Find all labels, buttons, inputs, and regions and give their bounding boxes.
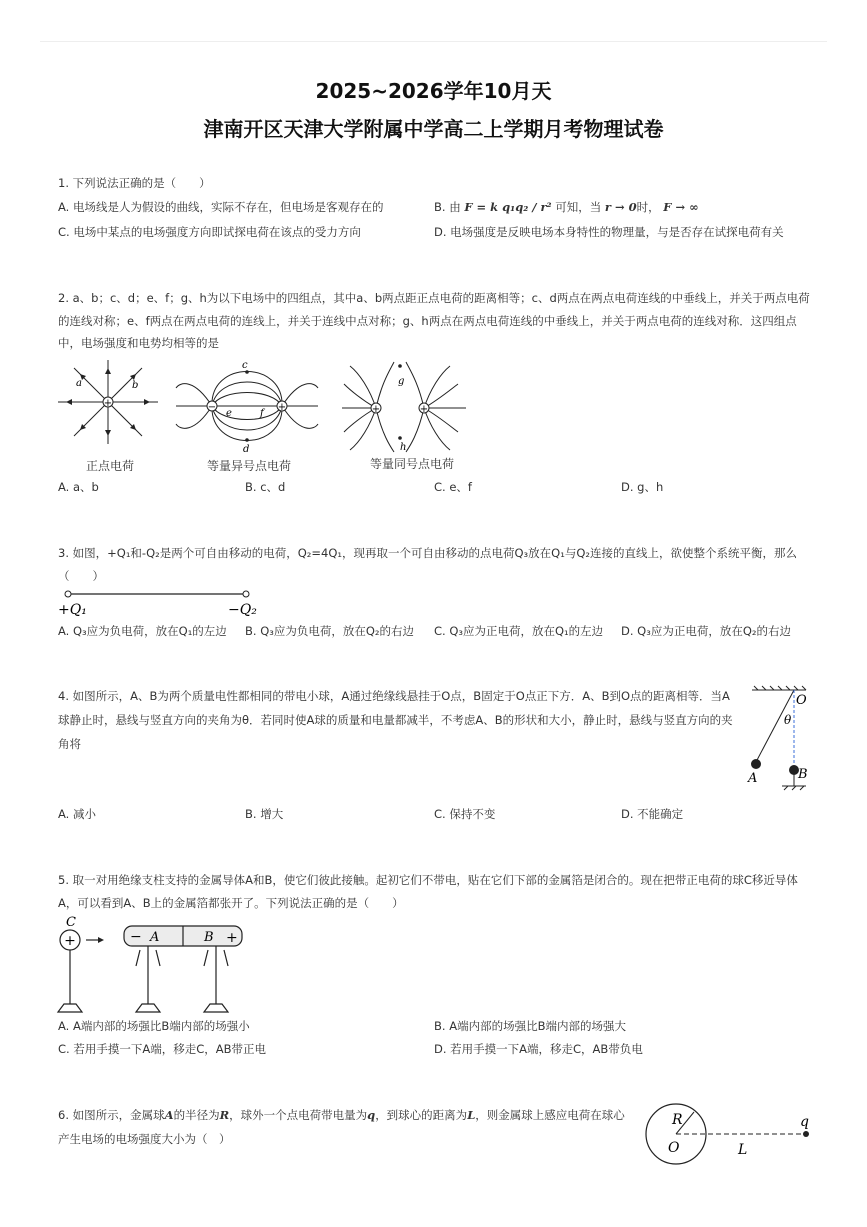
q2-point-f: f xyxy=(260,408,264,419)
q4-label-theta: θ xyxy=(784,713,792,727)
q3-option-d: D. Q₃应为正电荷，放在Q₂的右边 xyxy=(621,624,791,638)
q2-point-h: h xyxy=(400,442,407,453)
q2-option-b: B. c、d xyxy=(245,480,286,494)
q6-label-q: q xyxy=(800,1114,809,1130)
q6-label-l: L xyxy=(738,1142,748,1158)
q5-option-a: A. A端内部的场强比B端内部的场强小 xyxy=(58,1019,250,1033)
q3-option-b: B. Q₃应为负电荷，放在Q₂的右边 xyxy=(245,624,415,638)
q6-stem-line1: 6. 如图所示，金属球A的半径为R，球外一个点电荷带电量为q，到球心的距离为L，则金属球上感应电荷在球心 xyxy=(58,1108,625,1122)
q2-stem-line2: 的连线对称；e、f两点在两点电荷的连线上，并关于连线中点对称；g、h两点在两点电荷连线的中垂线上，并关于两点电荷的连线对称．这四组点 xyxy=(58,314,797,328)
q3-figure xyxy=(58,588,268,618)
q4-figure xyxy=(742,686,814,794)
q2-fig2-caption: 等量异号点电荷 xyxy=(207,459,292,473)
q2-point-c: c xyxy=(242,360,248,371)
q4-option-b: B. 增大 xyxy=(245,807,284,821)
q2-stem-line3: 中，电场强度和电势均相等的是 xyxy=(58,336,219,350)
q2-fig2-minus: − xyxy=(207,402,217,413)
q2-fig3-plus-left: + xyxy=(371,404,381,415)
q6-label-r: R xyxy=(672,1112,683,1128)
q1-formula: F = k q₁q₂ / r² xyxy=(464,200,552,214)
q2-point-d: d xyxy=(243,444,250,455)
q4-stem-line3: 角将 xyxy=(58,737,81,751)
q2-figure-like-charges xyxy=(340,360,468,452)
q3-option-a: A. Q₃应为负电荷，放在Q₁的左边 xyxy=(58,624,227,638)
q5-sphere-plus: + xyxy=(64,933,76,949)
q4-stem-line1: 4. 如图所示，A、B为两个质量电性都相同的带电小球，A通过绝缘线悬挂于O点，B固定于O点正下方．A、B到O点的距离相等．当A xyxy=(58,689,730,703)
q5-stem-line2: A，可以看到A、B上的金属箔都张开了。下列说法正确的是（ ） xyxy=(58,896,404,910)
q1-option-c: C. 电场中某点的电场强度方向即试探电荷在该点的受力方向 xyxy=(58,225,361,239)
q5-label-a: A xyxy=(150,930,160,945)
q6-stem-line2: 产生电场的电场强度大小为（ ） xyxy=(58,1132,231,1146)
q3-stem-line2: （ ） xyxy=(58,569,104,583)
q2-option-d: D. g、h xyxy=(621,480,664,494)
q5-figure xyxy=(56,914,252,1014)
q5-rod-plus: + xyxy=(226,930,238,946)
q5-label-c: C xyxy=(66,915,76,930)
q2-fig2-plus: + xyxy=(277,402,287,413)
q2-point-a: a xyxy=(76,378,82,389)
q5-label-b: B xyxy=(204,930,214,945)
q4-stem-line2: 球静止时，悬线与竖直方向的夹角为θ．若同时使A球的质量和电量都减半，不考虑A、B的形状和大小，静止时，悬线与竖直方向的夹 xyxy=(58,713,733,727)
q4-label-o: O xyxy=(796,693,807,708)
q2-point-e: e xyxy=(226,408,232,419)
q6-label-o: O xyxy=(668,1140,680,1156)
q3-label-q1: +Q₁ xyxy=(58,602,87,618)
q3-stem-line1: 3. 如图，+Q₁和-Q₂是两个可自由移动的电荷，Q₂=4Q₁，现再取一个可自由移动的点电荷Q₃放在Q₁与Q₂连接的直线上，欲使整个系统平衡，那么 xyxy=(58,546,797,560)
q2-figure-positive-charge xyxy=(56,360,161,450)
q2-point-g: g xyxy=(398,376,405,387)
q1-stem: 1. 下列说法正确的是（ ） xyxy=(58,176,211,190)
q2-point-b: b xyxy=(132,380,139,391)
q2-fig1-caption: 正点电荷 xyxy=(86,459,135,473)
q6-figure xyxy=(642,1102,814,1168)
q4-label-b: B xyxy=(798,767,808,782)
q4-label-a: A xyxy=(748,771,758,786)
q4-option-d: D. 不能确定 xyxy=(621,807,684,821)
q2-figure-opposite-charges xyxy=(174,358,320,454)
q3-option-c: C. Q₃应为正电荷，放在Q₁的左边 xyxy=(434,624,604,638)
q3-label-q2: −Q₂ xyxy=(228,602,257,618)
q2-fig1-plus: + xyxy=(103,398,113,409)
q2-stem-line1: 2. a、b；c、d；e、f；g、h为以下电场中的四组点，其中a、b两点距正点电荷的距离相等；c、d两点在两点电荷连线的中垂线上，并关于两点电荷 xyxy=(58,291,810,305)
page-subtitle: 津南开区天津大学附属中学高二上学期月考物理试卷 xyxy=(203,117,664,141)
q1-option-a: A. 电场线是人为假设的曲线，实际不存在，但电场是客观存在的 xyxy=(58,200,384,214)
q4-option-c: C. 保持不变 xyxy=(434,807,496,821)
q4-option-a: A. 减小 xyxy=(58,807,96,821)
q1-option-d: D. 电场强度是反映电场本身特性的物理量，与是否存在试探电荷有关 xyxy=(434,225,784,239)
q5-stem-line1: 5. 取一对用绝缘支柱支持的金属导体A和B，使它们彼此接触。起初它们不带电，贴在它们下部的金属箔是闭合的。现在把带正电荷的球C移近导体 xyxy=(58,873,798,887)
q5-option-b: B. A端内部的场强比B端内部的场强大 xyxy=(434,1019,626,1033)
top-divider xyxy=(40,41,827,42)
q2-option-c: C. e、f xyxy=(434,480,472,494)
q2-fig3-caption: 等量同号点电荷 xyxy=(370,457,455,471)
page-title: 2025~2026学年10月天 xyxy=(315,79,552,103)
q5-option-d: D. 若用手摸一下A端，移走C，AB带负电 xyxy=(434,1042,643,1056)
q5-rod-minus: − xyxy=(130,929,142,945)
q5-option-c: C. 若用手摸一下A端，移走C，AB带正电 xyxy=(58,1042,266,1056)
q2-option-a: A. a、b xyxy=(58,480,99,494)
q2-fig3-plus-right: + xyxy=(419,404,429,415)
q1-option-b: B. 由 F = k q₁q₂ / r² 可知，当 r → 0时， F → ∞ xyxy=(434,200,699,214)
